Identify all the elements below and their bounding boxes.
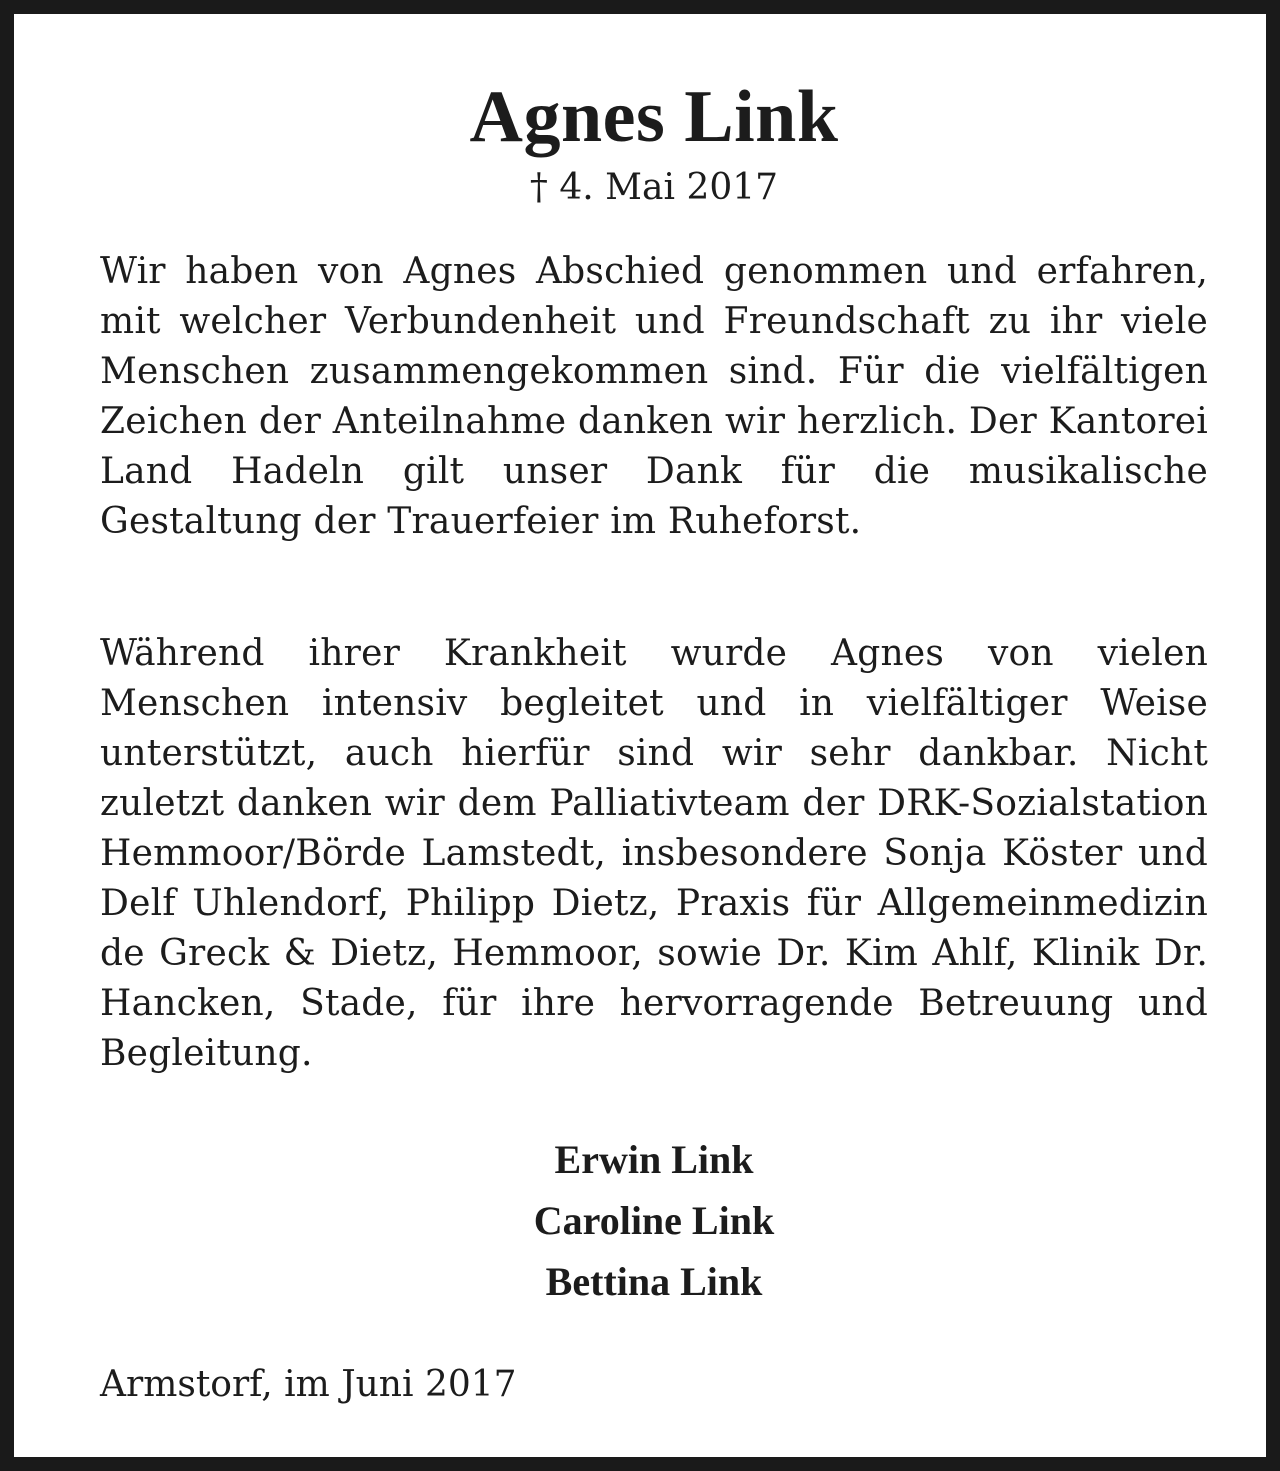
death-date: † 4. Mai 2017 (529, 167, 779, 208)
deceased-name: Agnes Link (469, 76, 839, 158)
signers-list (100, 1129, 1208, 1312)
thanks-paragraph-2: Während ihrer Krankheit wurde Agnes von vielen Menschen intensiv begleitet und in vielfältiger Weise unterstützt, auch hierfür sind wir sehr dankbar. Nicht zuletzt danken wir dem Palliativteam der DRK-Sozialstation Hemmoor/Börde Lamstedt, insbesondere Sonja Köster und Delf Uhlendorf, Philipp Dietz, Praxis für Allgemeinmedizin de Greck & Dietz, Hemmoor, sowie Dr. Kim Ahlf, Klinik Dr. Hancken, Stade, für ihre hervorragende Betreuung und Begleitung. (100, 633, 1208, 1074)
signer-name: Bettina Link (545, 1259, 763, 1304)
place-and-date: Armstorf, im Juni 2017 (100, 1364, 517, 1405)
thanks-paragraph-1: Wir haben von Agnes Abschied genommen und erfahren, mit welcher Verbundenheit und Freundschaft zu ihr viele Menschen zusammengekommen sind. Für die vielfältigen Zeichen der Anteilnahme danken wir herzlich. Der Kantorei Land Hadeln gilt unser Dank für die musikalische Gestaltung der Trauerfeier im Ruheforst. (100, 251, 1208, 542)
signer-name: Caroline Link (533, 1198, 775, 1243)
signer-name: Erwin Link (554, 1137, 754, 1182)
